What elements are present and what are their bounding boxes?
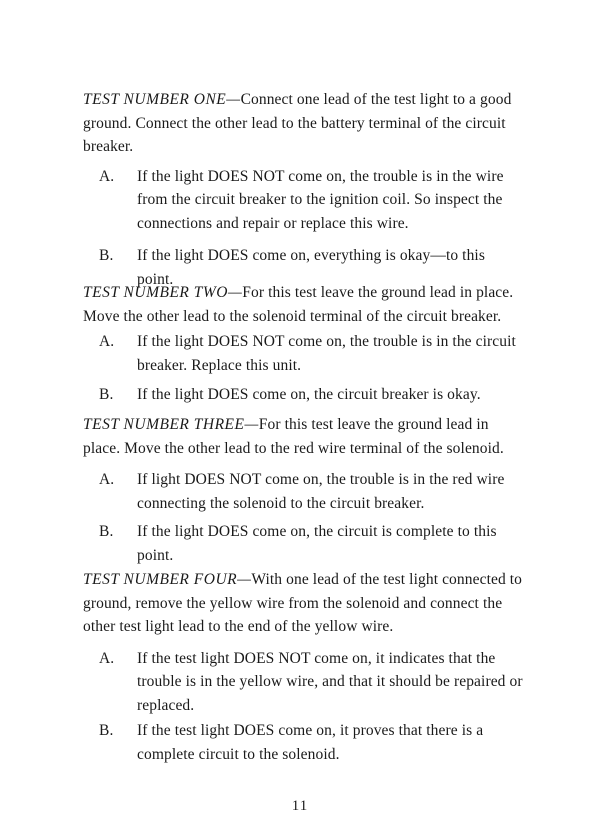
test-paragraph bbox=[83, 88, 523, 159]
test-number-one bbox=[83, 88, 523, 291]
list-item-letter: B. bbox=[99, 247, 114, 264]
list-item-text: If the light DOES come on, the circuit is complete to this point. bbox=[137, 523, 497, 564]
test-heading: TEST NUMBER FOUR— bbox=[83, 571, 252, 588]
list-item-letter: A. bbox=[99, 471, 115, 488]
test-number-four bbox=[83, 568, 523, 766]
list-item-letter: A. bbox=[99, 333, 115, 350]
list-item-text: If the light DOES NOT come on, the trouble is in the wire from the circuit breaker to the ignition coil. So inspect the connections and repair or replace this wire. bbox=[137, 167, 504, 232]
test-paragraph bbox=[83, 568, 523, 639]
list-item-text: If the light DOES come on, everything is okay—to this point. bbox=[137, 247, 485, 288]
test-text: For this test leave the ground lead in place. Move the other lead to the solenoid terminal of the circuit breaker. bbox=[83, 284, 514, 325]
list-item-letter: B. bbox=[99, 722, 114, 739]
list-item bbox=[99, 647, 523, 718]
list-item bbox=[99, 719, 523, 766]
test-paragraph bbox=[83, 413, 523, 460]
list-item bbox=[99, 165, 523, 236]
list-item-text: If the test light DOES come on, it proves that there is a complete circuit to the solenoid. bbox=[137, 722, 484, 763]
list-item bbox=[99, 383, 523, 407]
test-number-two bbox=[83, 281, 523, 407]
list-item-text: If light DOES NOT come on, the trouble is in the red wire connecting the solenoid to the circuit breaker. bbox=[137, 471, 505, 512]
page-number: 11 bbox=[291, 798, 309, 814]
test-heading: TEST NUMBER THREE— bbox=[83, 416, 259, 433]
list-item-letter: A. bbox=[99, 167, 115, 185]
test-paragraph bbox=[83, 281, 523, 328]
list-item bbox=[99, 468, 523, 515]
list-item bbox=[99, 330, 523, 377]
list-item-text: If the light DOES come on, the circuit breaker is okay. bbox=[137, 386, 481, 403]
list-item-letter: A. bbox=[99, 649, 115, 667]
test-heading: TEST NUMBER ONE— bbox=[83, 91, 241, 108]
list-item-text: If the light DOES NOT come on, the trouble is in the circuit breaker. Replace this unit. bbox=[137, 333, 516, 374]
test-text: For this test leave the ground lead in place. Move the other lead to the red wire terminal of the solenoid. bbox=[83, 416, 504, 457]
test-text: With one lead of the test light connected to ground, remove the yellow wire from the solenoid and connect the other test light lead to the end of the yellow wire. bbox=[83, 571, 523, 635]
list-item-text: If the test light DOES NOT come on, it indicates that the trouble is in the yellow wire, and that it should be repaired or replaced. bbox=[137, 649, 523, 714]
list-item-letter: B. bbox=[99, 386, 114, 403]
test-text: Connect one lead of the test light to a good ground. Connect the other lead to the battery terminal of the circuit breaker. bbox=[83, 91, 512, 155]
test-number-three bbox=[83, 413, 523, 567]
test-heading: TEST NUMBER TWO— bbox=[83, 284, 243, 301]
list-item bbox=[99, 520, 523, 567]
list-item-letter: B. bbox=[99, 523, 114, 540]
